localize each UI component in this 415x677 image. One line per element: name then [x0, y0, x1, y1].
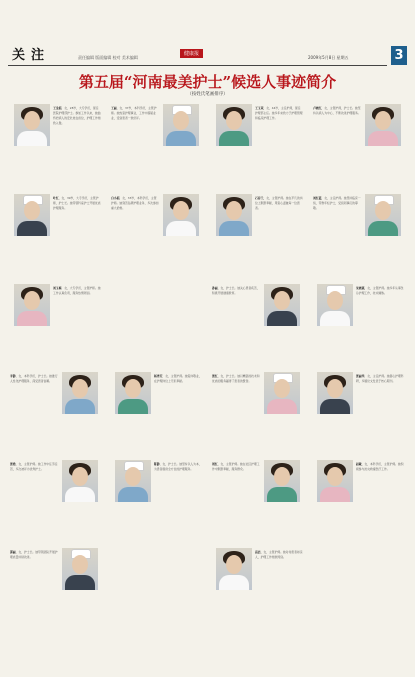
- candidate-photo: [62, 460, 98, 502]
- candidate-card: [8, 104, 104, 188]
- candidate-summary: ，女，主管护师。她工作中任劳任怨，多次被评为优秀护士。: [10, 462, 58, 471]
- candidate-summary: ，女，大专学历，主管护师。她工作认真负责，服务热情周到。: [53, 286, 101, 295]
- candidate-name: 周红: [212, 462, 218, 466]
- candidate-summary: ，女，主管护师。她对待患者如亲人，护理工作细致周到。: [255, 550, 303, 559]
- candidate-summary: ，女，护士长。她关心患者疾苦，积极开展健康教育。: [212, 286, 260, 295]
- candidate-photo: [216, 548, 252, 590]
- candidate-card: [8, 460, 104, 544]
- candidate-photo: [365, 104, 401, 146]
- candidate-photo: [163, 194, 199, 236]
- candidate-name: 郭丽: [10, 550, 16, 554]
- candidate-name: 朱晓燕: [356, 286, 365, 290]
- candidate-name: 叶红: [53, 196, 59, 200]
- candidate-photo: [163, 104, 199, 146]
- candidate-card: [210, 104, 306, 188]
- candidate-photo: [216, 194, 252, 236]
- candidate-bio: [53, 196, 101, 276]
- candidate-bio: [154, 462, 202, 542]
- candidate-summary: ，女，护士长。她以精湛的技术和优质的服务赢得了患者的赞誉。: [212, 374, 260, 383]
- candidate-summary: ，女，44岁，主任护师，现任护理部主任。她多年来致力于护理管理和临床护理工作。: [255, 106, 303, 120]
- candidate-summary: ，女，本科学历，护士长。她推行人性化护理服务，深受患者信赖。: [10, 374, 58, 383]
- candidate-bio: [10, 550, 58, 630]
- candidate-summary: ，女，护士长。她坚持以人为本，为患者提供全方位的护理服务。: [154, 462, 202, 471]
- candidate-bio: [255, 550, 303, 630]
- candidate-summary: ，女，本科学历，主管护师。她积极参与抗灾救援医疗工作。: [356, 462, 404, 471]
- candidate-bio: [212, 462, 260, 542]
- masthead: [8, 46, 407, 68]
- candidate-photo: [317, 284, 353, 326]
- candidate-card: [8, 284, 104, 368]
- candidate-name: 刘红霞: [313, 196, 322, 200]
- candidate-name: 孙丽: [212, 286, 218, 290]
- candidate-card: [109, 104, 205, 188]
- candidate-card: [210, 194, 306, 278]
- candidate-bio: [212, 286, 260, 366]
- candidate-bio: [111, 196, 159, 276]
- candidate-summary: ，女，主管护师。她在平凡的岗位上默默奉献，用爱心温暖每一位患者。: [255, 196, 303, 210]
- candidate-photo: [317, 372, 353, 414]
- section-title: 关注: [12, 48, 51, 63]
- candidate-name: 高洁: [255, 550, 261, 554]
- candidate-bio: [212, 374, 260, 454]
- candidate-name: 李静: [10, 374, 16, 378]
- candidate-card: [210, 284, 306, 368]
- candidate-name: 赵敏: [356, 462, 362, 466]
- candidate-name: 王玉荣: [255, 106, 264, 110]
- candidate-summary: ，女，39岁，大专学历，主管护师，护士长。她带领科室护士开展优质护理服务。: [53, 196, 101, 210]
- candidate-card: [210, 372, 306, 456]
- candidate-bio: [356, 374, 404, 454]
- candidate-photo: [14, 194, 50, 236]
- candidate-summary: ，女，28岁，大专学历，现任医院护理部护士。参加工作以来，她始终把病人的安危放在首位，护理工作细致入微。: [53, 106, 101, 125]
- candidate-card: [210, 460, 306, 544]
- candidate-name: 张丽华: [356, 374, 365, 378]
- candidate-photo: [264, 460, 300, 502]
- candidate-bio: [313, 106, 361, 186]
- candidate-photo: [317, 460, 353, 502]
- page-number: 3: [391, 46, 407, 65]
- candidate-summary: ，女，主管护师。她多年从事急诊护理工作，技术娴熟。: [356, 286, 404, 295]
- candidate-photo: [14, 284, 50, 326]
- candidate-card: [8, 372, 104, 456]
- candidate-name: 王丽: [111, 106, 117, 110]
- candidate-bio: [53, 106, 101, 186]
- candidate-card: [210, 548, 306, 632]
- candidate-summary: ，女，33岁，本科学历，主管护师。她刻苦钻研护理业务，多次参加重大抢救。: [111, 196, 159, 210]
- candidate-name: 杨秀芳: [154, 374, 163, 378]
- candidate-card: [311, 284, 407, 368]
- candidate-summary: ，女，主管护师。她爱岗敬业，在护理岗位上无私奉献。: [154, 374, 202, 383]
- candidate-card: [311, 194, 407, 278]
- candidate-summary: ，女，主任护师。她坚持临床一线，带教年轻护士，受到同事们的尊敬。: [313, 196, 361, 210]
- candidate-photo: [216, 104, 252, 146]
- editor-info: 责任编辑 版面编辑 校对 美术编辑: [78, 55, 138, 60]
- candidate-name: 陈静: [154, 462, 160, 466]
- candidate-bio: [313, 196, 361, 276]
- candidate-photo: [62, 548, 98, 590]
- candidate-bio: [10, 374, 58, 454]
- candidate-photo: [264, 284, 300, 326]
- candidate-bio: [53, 286, 101, 366]
- headline: 第五届“河南最美护士”候选人事迹简介: [78, 73, 337, 91]
- candidate-card: [311, 372, 407, 456]
- candidate-card: [311, 460, 407, 544]
- candidate-bio: [255, 196, 303, 276]
- candidate-card: [8, 194, 104, 278]
- candidate-card: [109, 372, 205, 456]
- candidate-name: 石春兰: [255, 196, 264, 200]
- candidate-summary: ，女，主任护师。她潜心护理科研，多篇论文发表于核心期刊。: [356, 374, 404, 383]
- candidate-photo: [62, 372, 98, 414]
- candidate-bio: [255, 106, 303, 186]
- candidate-photo: [115, 372, 151, 414]
- candidate-name: 卢晓红: [313, 106, 322, 110]
- candidate-photo: [264, 372, 300, 414]
- candidate-summary: ，女，37岁，本科学历，主管护师。她热爱护理事业，工作中兢兢业业，受到患者一致好评。: [111, 106, 157, 120]
- candidate-card: [8, 548, 104, 632]
- candidate-bio: [111, 106, 159, 186]
- candidate-name: 白小娟: [111, 196, 120, 200]
- candidate-card: [109, 194, 205, 278]
- candidate-bio: [154, 374, 202, 454]
- candidate-bio: [356, 462, 404, 542]
- masthead-rule: [8, 65, 387, 66]
- candidate-bio: [356, 286, 404, 366]
- candidate-card: [109, 460, 205, 544]
- candidate-bio: [10, 462, 58, 542]
- candidate-name: 张红: [212, 374, 218, 378]
- candidate-photo: [14, 104, 50, 146]
- candidate-summary: ，女，主管护师。她在社区护理工作中默默奉献，服务群众。: [212, 462, 260, 471]
- candidate-photo: [115, 460, 151, 502]
- candidate-name: 刘玉梅: [53, 286, 62, 290]
- issue-date: 2009年5月8日 星期五: [308, 55, 349, 60]
- candidate-name: 张艳: [10, 462, 16, 466]
- candidate-name: 王金娟: [53, 106, 62, 110]
- candidate-card: [311, 104, 407, 188]
- candidate-summary: ，女，主管护师，护士长。她坚持以病人为中心，不断改进护理服务。: [313, 106, 361, 115]
- candidate-summary: ，女，护士长。她带领团队开展护理质量持续改进。: [10, 550, 58, 559]
- paper-logo: 健康报: [180, 49, 203, 58]
- sub-headline: （按姓氏笔画排序）: [187, 92, 228, 97]
- candidate-photo: [365, 194, 401, 236]
